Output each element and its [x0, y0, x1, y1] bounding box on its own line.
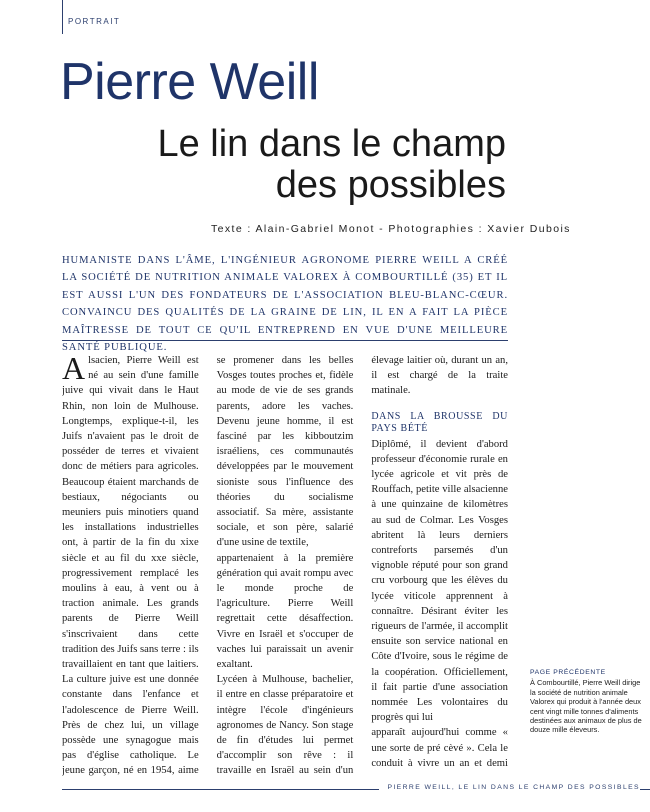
- article-credits: Texte : Alain-Gabriel Monot - Photographies : Xavier Dubois: [211, 223, 571, 235]
- body-paragraph-1: Alsacien, Pierre Weill est né au sein d'une famille juive qui vivait dans le Haut Rhin, non loin de Mulhouse. Longtemps, explique-t-il, les Juifs n'avaient pas le droit de posséder de terres et vivaient donc de métiers para agricoles. Beaucoup étaient marchands de bestiaux, négociants ou meuniers puis minotiers quand les installations industrielles ont, à partir de la fin du xixe siècle et au fil du xxe siècle, progressivement remplacé les moulins à eau, à vent ou à traction animale. Les grands parents de Pierre Weill s'inscrivaient dans cette tradition des Juifs sans terre : ils travaillaient en tant que laitiers. La culture juive est une donnée constante dans l'enfance et l'adolescence de Pierre Weill. Près de chez lui, un village possède une synagogue mais pas d'église catholique. Le jeune garçon, né en 1954, aime se promener dans les belles Vosges toutes proches et, fidèle au mode de vie de ses grands parents, adore les vaches. Devenu jeune homme, il est fasciné par les kibboutzim israéliens, ces communautés développées par le mouvement sioniste sous l'influence des théories du socialisme associatif. Sa mère, assistante sociale, et son père, salarié d'une usine de textile,: [62, 353, 354, 777]
- caption-title: PAGE PRÉCÉDENTE: [530, 669, 606, 676]
- section-heading: DANS LA BROUSSE DU PAYS BÉTÉ: [371, 410, 508, 434]
- article-subtitle: [86, 124, 506, 206]
- lead-paragraph: HUMANISTE DANS L'ÂME, L'INGÉNIEUR AGRONOME PIERRE WEILL A CRÉÉ LA SOCIÉTÉ DE NUTRITION ANIMALE VALOREX À COMBOURTILLÉ (35) ET IL EST AUSSI L'UN DES FONDATEURS DE L'ASSOCIATION BLEU-BLANC-CŒUR. CONVAINCU DES QUALITÉS DE LA GRAINE DE LIN, IL EN A FAIT LA PIÈCE MAÎTRESSE DE TOUT CE QU'IL ENTREPREND EN VUE D'UNE MEILLEURE SANTÉ PUBLIQUE.: [62, 255, 508, 354]
- photo-caption: [530, 668, 646, 735]
- caption-text: À Combourtillé, Pierre Weill dirige la société de nutrition animale Valorex qui produit à l'année deux cent vingt mille tonnes d'aliments destinées aux animaux de plus de douze mille éleveurs.: [530, 678, 642, 735]
- drop-cap: A: [62, 353, 86, 386]
- section-label: PORTRAIT: [68, 17, 121, 26]
- section-marker-line: [62, 0, 63, 34]
- body-paragraph-2: appartenaient à la première génération qui avait rompu avec le monde proche de l'agriculture. Pierre Weill regrettait cette désaffection. Vivre en Israël et s'occuper de vaches lui paraissait un avenir exaltant.: [216, 552, 354, 671]
- subtitle-line-2: des possibles: [275, 164, 506, 207]
- body-paragraph-3: Lycéen à Mulhouse, bachelier, il entre en classe préparatoire et intègre l'école d'ingénieurs agronomes de Nancy. Son stage de fin d'études lui permet d'accomplir son rêve : il travaille en Israël au sein d'un élevage laitier où, durant un an, il est chargé de la traite matinale.: [216, 355, 508, 777]
- article-title: Pierre Weill: [60, 53, 319, 111]
- running-footer: PIERRE WEILL, LE LIN DANS LE CHAMP DES POSSIBLES: [379, 784, 640, 791]
- lead-divider: [62, 340, 508, 341]
- body-paragraph-4: Diplômé, il devient d'abord professeur d'économie rurale en lycée agricole et vit près de Rouffach, petite ville alsacienne à une quinzaine de kilomètres au sud de Colmar. Les Vosges abritent là leurs derniers contreforts parsemés d'un vignoble réputé pour son grand cru vorbourg que les élèves du lycée viticole apprennent à connaître. Désirant éviter les rigueurs de l'armée, il accomplit ensuite son service national en Côte d'Ivoire, sous le régime de la coopération. Officiellement, il fait partie d'une association nommée Les volontaires du progrès qui lui: [371, 438, 508, 724]
- article-body: [62, 353, 508, 785]
- body-paragraph-5: apparaît aujourd'hui comme « une sorte de pré cèvé ». Cela le conduit à vivre un an et demi: [371, 727, 508, 769]
- subtitle-line-1: Le lin dans le champ: [157, 123, 506, 165]
